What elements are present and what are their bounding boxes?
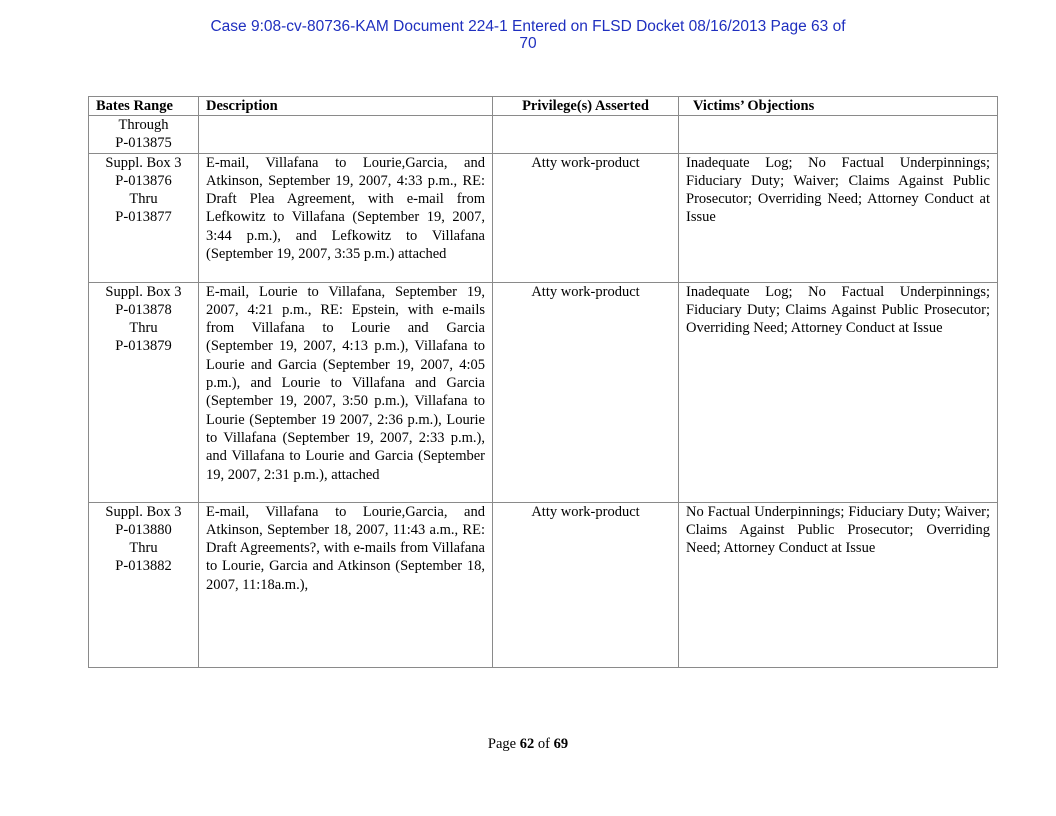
table-header-row (89, 97, 998, 116)
description-cell (199, 116, 493, 154)
bates-line: Suppl. Box 3 (105, 154, 182, 171)
bates-cell (89, 502, 199, 667)
bates-line: Through (118, 117, 169, 133)
privilege-cell: Atty work-product (493, 282, 679, 502)
objections-cell: Inadequate Log; No Factual Underpinnings; Fiduciary Duty; Claims Against Public Prosecutor; Overriding Need; Attorney Conduct at Issue (679, 282, 998, 502)
bates-line: Suppl. Box 3 (105, 283, 182, 300)
case-header (0, 18, 1056, 52)
description-cell: E-mail, Villafana to Lourie,Garcia, and Atkinson, September 18, 2007, 11:43 a.m., RE: Draft Agreements?, with e-mails from Villafana to Lourie, Garcia and Atkinson (September 18, 2007, 11:18a.m.), (199, 502, 493, 667)
bates-line: P-013876 (115, 172, 172, 189)
bates-line: P-013875 (115, 135, 172, 152)
case-header-line1: Case 9:08-cv-80736-KAM Document 224-1 Entered on FLSD Docket 08/16/2013 Page 63 of (210, 18, 846, 35)
footer-page-number: 62 (519, 736, 535, 752)
page-footer (0, 736, 1056, 753)
column-header-objections: Victims’ Objections (679, 97, 998, 116)
column-header-privilege: Privilege(s) Asserted (493, 97, 679, 116)
privilege-log-table (88, 96, 998, 668)
privilege-cell: Atty work-product (493, 153, 679, 282)
bates-line: P-013880 (115, 521, 172, 538)
bates-line: Suppl. Box 3 (105, 503, 182, 520)
bates-line: Thru (129, 191, 158, 208)
column-header-description: Description (199, 97, 493, 116)
description-cell: E-mail, Lourie to Villafana, September 19, 2007, 4:21 p.m., RE: Epstein, with e-mails from Villafana to Lourie and Garcia (September 19, 2007, 4:13 p.m.), Villafana to Lourie and Garcia (September 19, 2007, 4:05 p.m.), and Lourie to Villafana and Garcia (September 19, 2007, 3:50 p.m.), Villafana to Lourie (September 19 2007, 2:36 p.m.), Lourie to Villafana (September 19, 2007, 2:33 p.m.), and Villafana to Lourie and Garcia (September 19, 2007, 2:31 p.m.), attached (199, 282, 493, 502)
bates-line: P-013877 (115, 209, 172, 226)
privilege-cell: Atty work-product (493, 502, 679, 667)
bates-line: P-013878 (115, 301, 172, 318)
bates-line: Thru (129, 320, 158, 337)
table-row (89, 116, 998, 154)
description-cell: E-mail, Villafana to Lourie,Garcia, and Atkinson, September 19, 2007, 4:33 p.m., RE: Draft Plea Agreement, with e-mail from Lefkowitz to Villafana (September 19, 2007, 3:44 p.m.), and Lefkowitz to Villafana (September 19, 2007, 3:35 p.m.) attached (199, 153, 493, 282)
bates-line: P-013882 (115, 558, 172, 575)
table-row (89, 502, 998, 667)
privilege-cell (493, 116, 679, 154)
bates-line: Thru (129, 540, 158, 557)
bates-cell (89, 282, 199, 502)
footer-page-word: Page (487, 736, 517, 752)
footer-of-word: of (537, 736, 550, 752)
table-row (89, 282, 998, 502)
case-header-line2: 70 (519, 35, 537, 52)
objections-cell: No Factual Underpinnings; Fiduciary Duty; Waiver; Claims Against Public Prosecutor; Overriding Need; Attorney Conduct at Issue (679, 502, 998, 667)
objections-cell (679, 116, 998, 154)
bates-line: P-013879 (115, 338, 172, 355)
bates-cell (89, 153, 199, 282)
objections-cell: Inadequate Log; No Factual Underpinnings; Fiduciary Duty; Waiver; Claims Against Public Prosecutor; Overriding Need; Attorney Conduct at Issue (679, 153, 998, 282)
column-header-bates: Bates Range (89, 97, 199, 116)
bates-cell (89, 116, 199, 154)
footer-page-total: 69 (553, 736, 569, 752)
table-row (89, 153, 998, 282)
